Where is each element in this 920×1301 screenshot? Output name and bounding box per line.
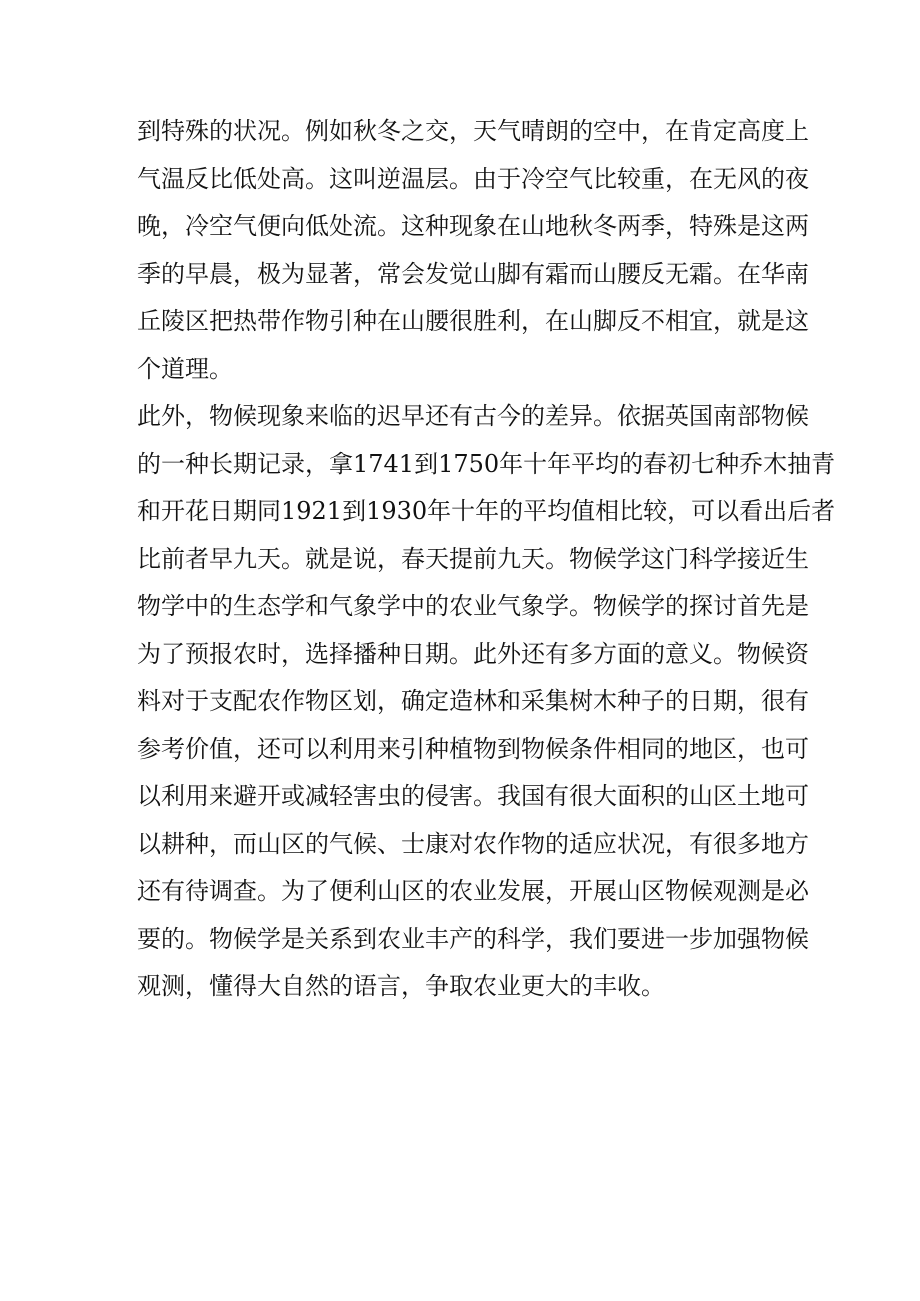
text-line: 料对于支配农作物区划，确定造林和采集树木种子的日期，很有 xyxy=(137,687,809,715)
text-line: 到特殊的状况。例如秋冬之交，天气晴朗的空中，在肯定高度上 xyxy=(137,117,809,145)
text-line: 此外，物候现象来临的迟早还有古今的差异。依据英国南部物候 xyxy=(137,402,809,430)
text-line: 以耕种，而山区的气候、士康对农作物的适应状况，有很多地方 xyxy=(137,829,809,858)
text-line: 晚，冷空气便向低处流。这种现象在山地秋冬两季，特殊是这两 xyxy=(137,212,809,240)
text-line: 丘陵区把热带作物引种在山腰很胜利，在山脚反不相宜，就是这 xyxy=(137,307,809,335)
body-text xyxy=(137,108,836,1011)
text-line: 个道理。 xyxy=(137,354,233,383)
text-line: 气温反比低处高。这叫逆温层。由于冷空气比较重，在无风的夜 xyxy=(137,164,809,193)
text-line: 和开花日期同1921到1930年十年的平均值相比较，可以看出后者 xyxy=(137,497,836,525)
text-line: 季的早晨，极为显著，常会发觉山脚有霜而山腰反无霜。在华南 xyxy=(137,259,809,288)
text-line: 参考价值，还可以利用来引种植物到物候条件相同的地区，也可 xyxy=(137,734,809,763)
text-line: 比前者早九天。就是说，春天提前九天。物候学这门科学接近生 xyxy=(137,544,809,573)
text-line: 的一种长期记录，拿1741到1750年十年平均的春初七种乔木抽青 xyxy=(137,449,836,478)
text-line: 以利用来避开或减轻害虫的侵害。我国有很大面积的山区土地可 xyxy=(137,782,809,810)
text-line: 要的。物候学是关系到农业丰产的科学，我们要进一步加强物候 xyxy=(137,924,809,953)
text-line: 观测，懂得大自然的语言，争取农业更大的丰收。 xyxy=(137,972,665,1000)
text-line: 为了预报农时，选择播种日期。此外还有多方面的意义。物候资 xyxy=(137,639,809,668)
text-line: 还有待调查。为了便利山区的农业发展，开展山区物候观测是必 xyxy=(137,877,809,905)
text-line: 物学中的生态学和气象学中的农业气象学。物候学的探讨首先是 xyxy=(137,592,809,620)
